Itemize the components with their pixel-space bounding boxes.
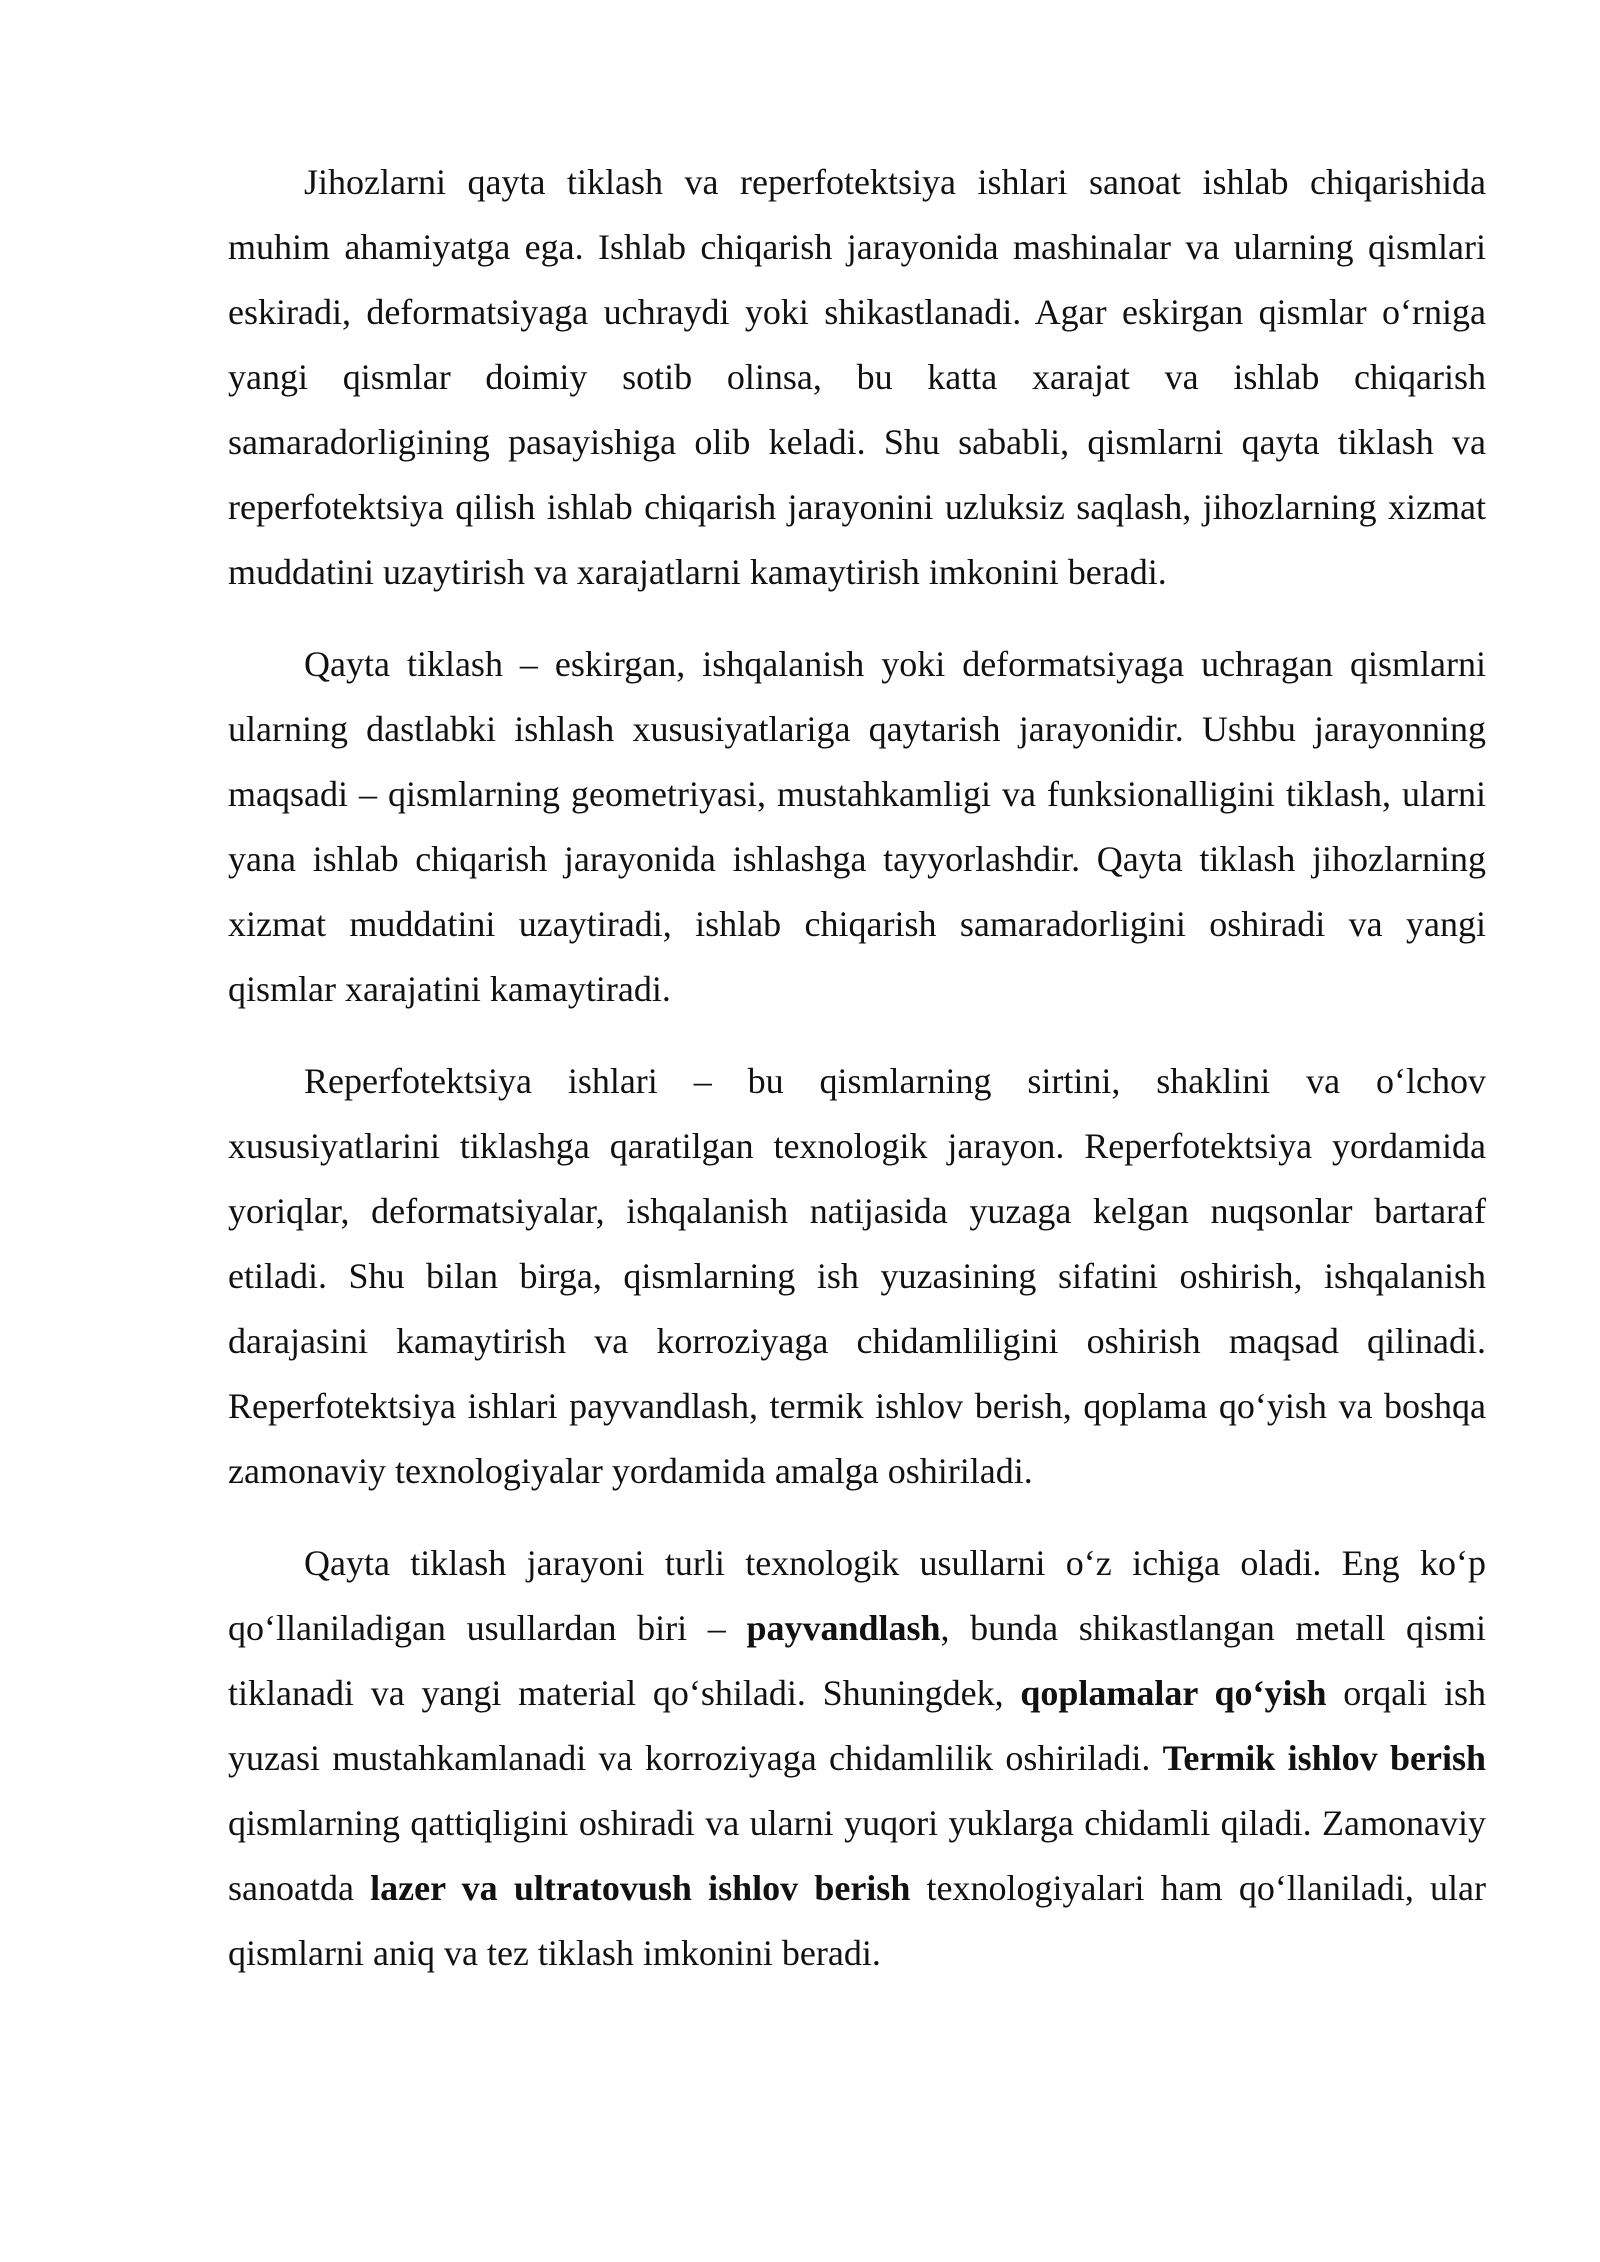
bold-term-termik: Termik ishlov berish — [1162, 1738, 1486, 1778]
paragraph-4-text: texnologiyalari ham qoʻllaniladi, ular qismlarni aniq va tez tiklash imkonini beradi. — [228, 1868, 1486, 1973]
document-page — [228, 150, 1486, 2013]
paragraph-3: Reperfotektsiya ishlari – bu qismlarning sirtini, shaklini va oʻlchov xususiyatlarini tiklashga qaratilgan texnologik jarayon. Reperfotektsiya yordamida yoriqlar, deformatsiyalar, ishqalanish natijasida yuzaga kelgan nuqsonlar bartaraf etiladi. Shu bilan birga, qismlarning ish yuzasining sifatini oshirish, ishqalanish darajasini kamaytirish va korroziyaga chidamliligini oshirish maqsad qilinadi. Reperfotektsiya ishlari payvandlash, termik ishlov berish, qoplama qoʻyish va boshqa zamonaviy texnologiyalar yordamida amalga oshiriladi. — [228, 1061, 1486, 1491]
paragraph-4-text: orqali ish yuzasi mustahkamlanadi va korroziyaga chidamlilik oshiriladi. — [228, 1673, 1487, 1778]
paragraph-4 — [228, 1531, 1486, 1986]
paragraph-4-text: Qayta tiklash jarayoni turli texnologik usullarni oʻz ichiga oladi. Eng koʻp qoʻllaniladigan usullardan biri – — [228, 1543, 1486, 1648]
paragraph-1: Jihozlarni qayta tiklash va reperfotektsiya ishlari sanoat ishlab chiqarishida muhim ahamiyatga ega. Ishlab chiqarish jarayonida mashinalar va ularning qismlari eskiradi, deformatsiyaga uchraydi yoki shikastlanadi. Agar eskirgan qismlar oʻrniga yangi qismlar doimiy sotib olinsa, bu katta xarajat va ishlab chiqarish samaradorligining pasayishiga olib keladi. Shu sababli, qismlarni qayta tiklash va reperfotektsiya qilish ishlab chiqarish jarayonini uzluksiz saqlash, jihozlarning xizmat muddatini uzaytirish va xarajatlarni kamaytirish imkonini beradi. — [228, 162, 1486, 592]
paragraph-2: Qayta tiklash – eskirgan, ishqalanish yoki deformatsiyaga uchragan qismlarni ularning dastlabki ishlash xususiyatlariga qaytarish jarayonidir. Ushbu jarayonning maqsadi – qismlarning geometriyasi, mustahkamligi va funksionalligini tiklash, ularni yana ishlab chiqarish jarayonida ishlashga tayyorlashdir. Qayta tiklash jihozlarning xizmat muddatini uzaytiradi, ishlab chiqarish samaradorligini oshiradi va yangi qismlar xarajatini kamaytiradi. — [228, 644, 1486, 1009]
bold-term-lazer: lazer va ultratovush ishlov berish — [370, 1868, 911, 1908]
paragraph-4-text: , bunda shikastlangan metall qismi tiklanadi va yangi material qoʻshiladi. Shuningdek, — [228, 1608, 1487, 1713]
bold-term-payvandlash: payvandlash — [746, 1608, 941, 1648]
bold-term-qoplamalar: qoplamalar qoʻyish — [1020, 1673, 1327, 1713]
paragraph-4-text: qismlarning qattiqligini oshiradi va ularni yuqori yuklarga chidamli qiladi. Zamonaviy sanoatda — [228, 1803, 1486, 1908]
